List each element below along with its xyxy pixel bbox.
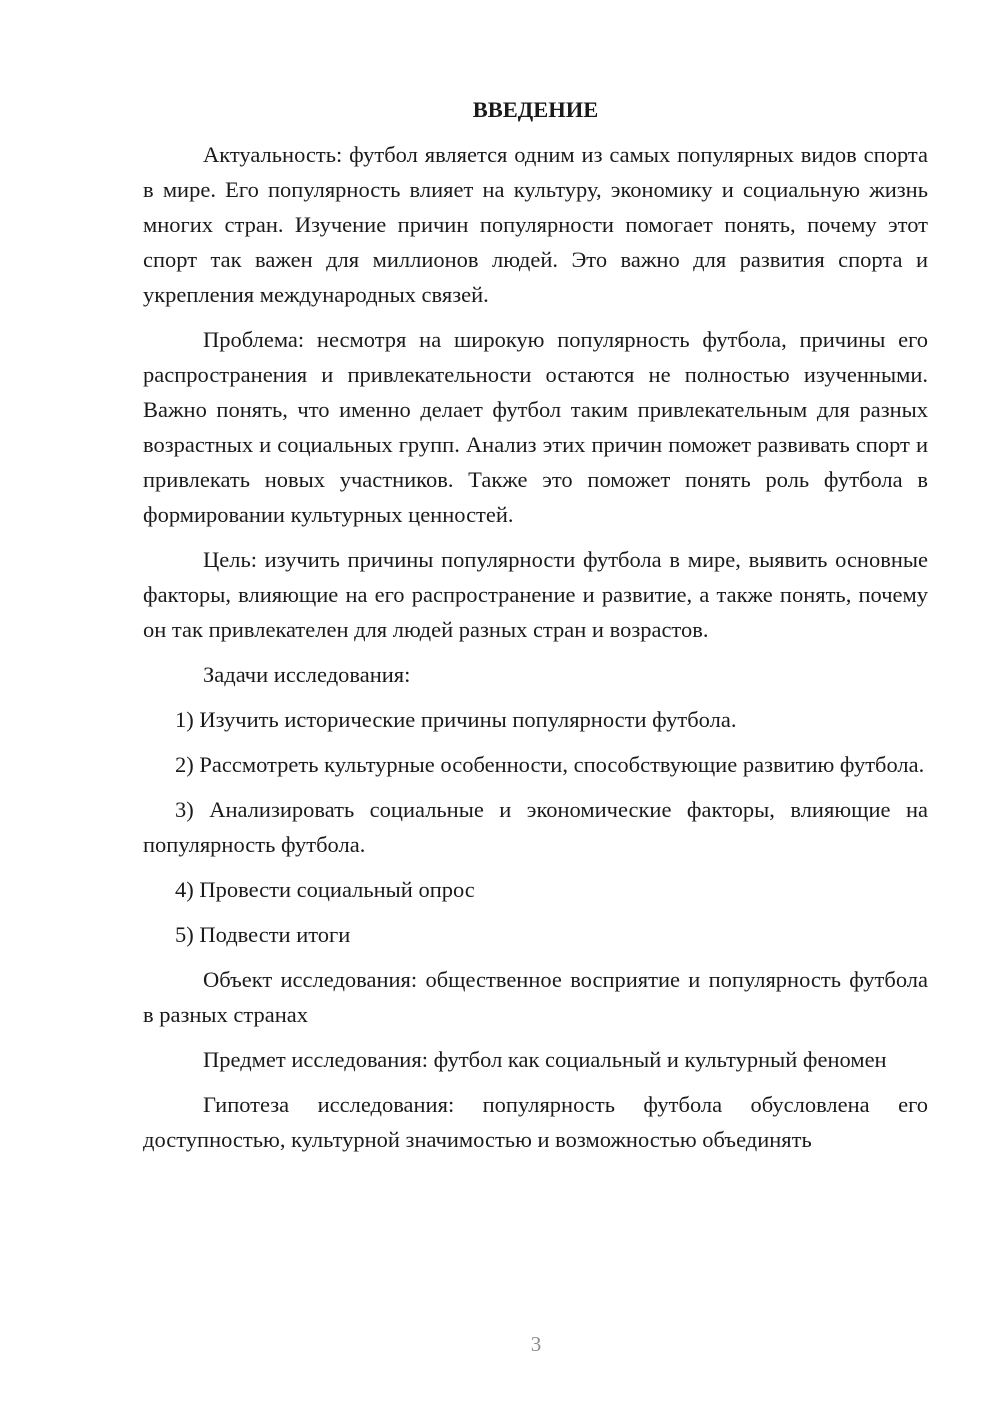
document-body xyxy=(143,95,928,1167)
task-item-2: 2) Рассмотреть культурные особенности, способствующие развитию футбола. xyxy=(175,752,925,777)
paragraph-relevance: Актуальность: футбол является одним из самых популярных видов спорта в мире. Его популярность влияет на культуру, экономику и социальную жизнь многих стран. Изучение причин популярности помогает понять, почему этот спорт так важен для миллионов людей. Это важно для развития спорта и укрепления международных связей. xyxy=(143,142,928,307)
paragraph-hypothesis: Гипотеза исследования: популярность футбола обусловлена его доступностью, культурной значимостью и возможностью объединять xyxy=(143,1092,928,1152)
task-item-3: 3) Анализировать социальные и экономические факторы, влияющие на популярность футбола. xyxy=(143,797,928,857)
page-number: 3 xyxy=(530,1332,542,1356)
paragraph-problem: Проблема: несмотря на широкую популярность футбола, причины его распространения и привлекательности остаются не полностью изученными. Важно понять, что именно делает футбол таким привлекательным для разных возрастных и социальных групп. Анализ этих причин поможет развивать спорт и привлекать новых участников. Также это поможет понять роль футбола в формировании культурных ценностей. xyxy=(143,327,928,527)
paragraph-goal: Цель: изучить причины популярности футбола в мире, выявить основные факторы, влияющие на его распространение и развитие, а также понять, почему он так привлекателен для людей разных стран и возрастов. xyxy=(143,547,928,642)
section-title: ВВЕДЕНИЕ xyxy=(472,97,599,122)
paragraph-tasks-heading: Задачи исследования: xyxy=(203,662,411,687)
task-item-1: 1) Изучить исторические причины популярности футбола. xyxy=(175,707,737,732)
paragraph-object: Объект исследования: общественное восприятие и популярность футбола в разных странах xyxy=(143,967,928,1027)
task-item-5: 5) Подвести итоги xyxy=(175,922,351,947)
paragraph-subject: Предмет исследования: футбол как социальный и культурный феномен xyxy=(203,1047,887,1072)
task-item-4: 4) Провести социальный опрос xyxy=(175,877,475,902)
